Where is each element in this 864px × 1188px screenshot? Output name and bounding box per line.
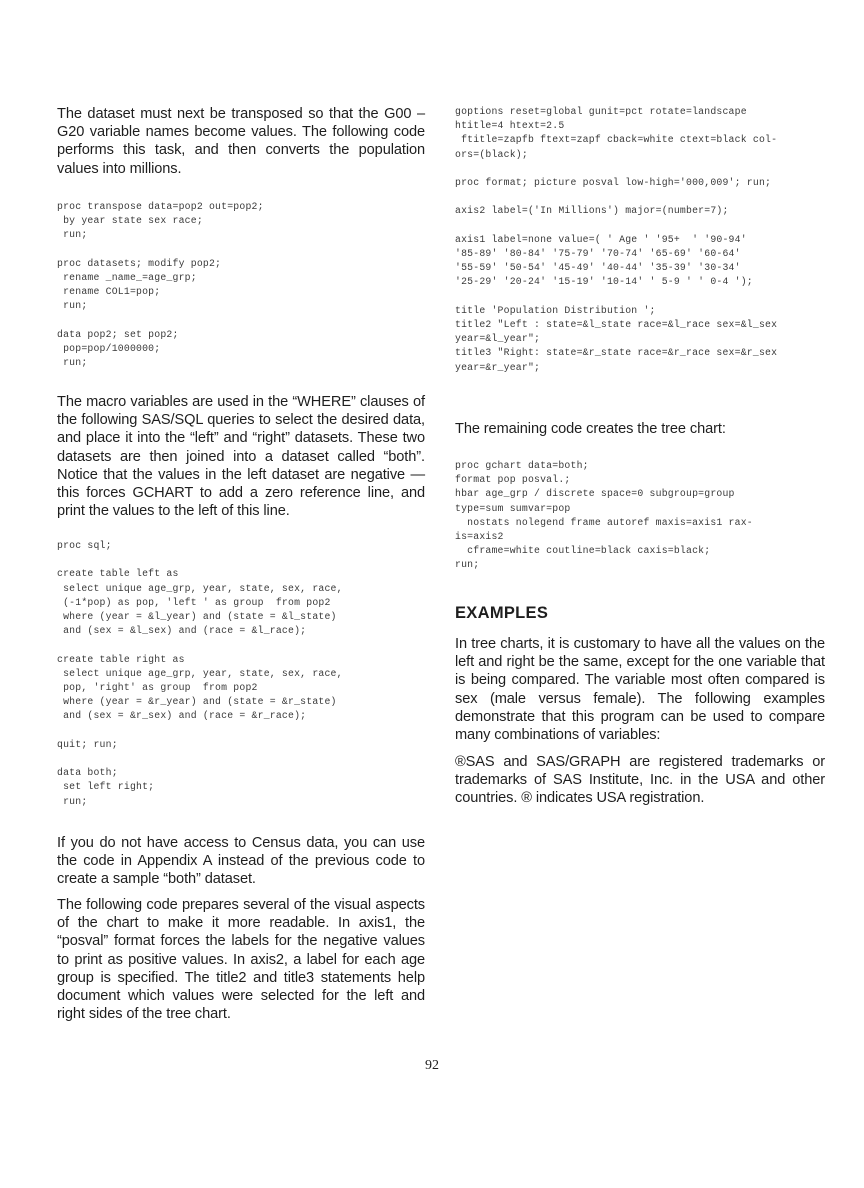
visual-aspects-paragraph: The following code prepares several of the visual aspects of the chart to make it more readable. In axis1, the “posval” format forces the labels for the negative values to print as positive values. In axis2, a label for each age group is specified. The title2 and title3 statements help document which values were selected for the left and right sides of the tree chart. bbox=[57, 897, 425, 1023]
trademark-paragraph: ®SAS and SAS/GRAPH are registered trademarks or trademarks of SAS Institute, Inc. in the USA and other countries. ® indicates USA registration. bbox=[455, 754, 825, 807]
examples-heading: EXAMPLES bbox=[455, 604, 549, 622]
gchart-code-block: proc gchart data=both; format pop posval.; hbar age_grp / discrete space=0 subgroup=group type=sum sumvar=pop nostats nolegend frame autoref maxis=axis1 rax- is=axis2 cframe=white coutline=black caxis=black; run; bbox=[455, 460, 753, 571]
sql-code-block: proc sql; create table left as select unique age_grp, year, state, sex, race, (-1*pop) as pop, 'left ' as group from pop2 where (year = &l_year) and (state = &l_state) and (sex = &l_sex) and (race = &l_race); create table right as select unique age_grp, year, state, sex, race, pop, 'right' as group from pop2 where (year = &r_year) and (state = &r_state) and (sex = &r_sex) and (race = &r_race); quit; run; data both; set left right; run; bbox=[57, 540, 343, 807]
transpose-code-block: proc transpose data=pop2 out=pop2; by year state sex race; run; proc datasets; modify pop2; rename _name_=age_grp; rename COL1=pop; run; data pop2; set pop2; pop=pop/1000000; run; bbox=[57, 201, 264, 369]
macro-variables-paragraph: The macro variables are used in the “WHERE” clauses of the following SAS/SQL queries to select the desired data, and place it into the “left” and “right” datasets. These two datasets are then joined into a dataset called “both”. Notice that the values in the left dataset are negative — this forces GCHART to add a zero reference line, and print the values to the left of this line. bbox=[57, 394, 425, 520]
census-data-paragraph: If you do not have access to Census data, you can use the code in Appendix A instead of the previous code to create a sample “both” dataset. bbox=[57, 835, 425, 888]
transpose-intro-paragraph: The dataset must next be transposed so that the G00 – G20 variable names become values. The following code performs this task, and then converts the population values into millions. bbox=[57, 106, 425, 177]
goptions-code-block: goptions reset=global gunit=pct rotate=landscape htitle=4 htext=2.5 ftitle=zapfb ftext=zapf cback=white ctext=black col- ors=(black); proc format; picture posval low-high='000,009'; run; axis2 label=('In Millions') major=(number=7); axis1 label=none value=( ' Age ' '95+ ' '90-94' '85-89' '80-84' '75-79' '70-74' '65-69' '60-64' '55-59' '50-54' '45-49' '40-44' '35-39' '30-34' '25-29' '20-24' '15-19' '10-14' ' 5-9 ' ' 0-4 '); title 'Population Distribution '; title2 "Left : state=&l_state race=&l_race sex=&l_sex year=&l_year"; title3 "Right: state=&r_state race=&r_race sex=&r_sex year=&r_year"; bbox=[455, 106, 778, 373]
tree-chart-intro-paragraph: The remaining code creates the tree chart: bbox=[455, 421, 726, 437]
examples-paragraph: In tree charts, it is customary to have all the values on the left and right be the same, except for the one variable that is being compared. The variable most often compared is sex (male versus female). The following examples demonstrate that this program can be used to compare many combinations of variables: bbox=[455, 636, 825, 744]
page-number: 92 bbox=[425, 1058, 439, 1073]
